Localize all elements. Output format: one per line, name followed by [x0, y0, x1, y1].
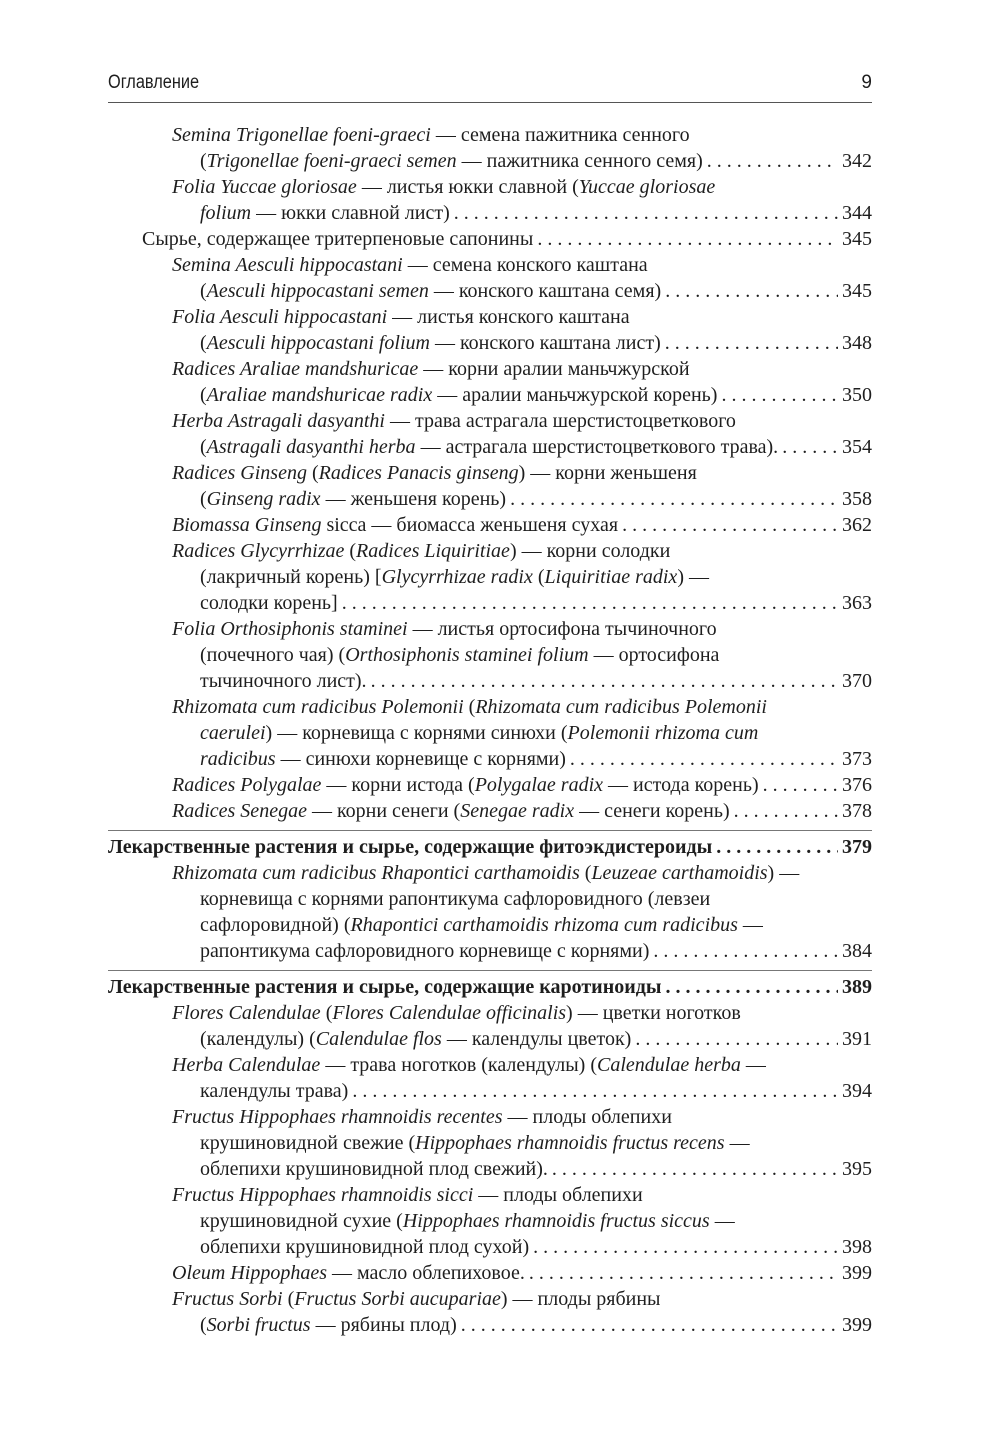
latin-name: Polygalae radix — [474, 774, 604, 796]
toc-entry — [108, 1000, 872, 1026]
toc-text: ) — плоды рябины — [500, 1288, 661, 1310]
toc-entry-text — [200, 1156, 548, 1182]
toc-text: ( — [200, 1314, 207, 1336]
toc-text: — юкки славной лист) — [251, 202, 450, 224]
toc-text: — — [709, 1210, 735, 1232]
latin-name: Folia Orthosiphonis staminei — [172, 618, 408, 640]
toc-text: ) — — [767, 862, 800, 884]
section-divider — [108, 830, 872, 831]
toc-entry-text — [200, 1026, 631, 1052]
toc-entry-text — [172, 1106, 672, 1128]
running-header-title: Оглавление — [108, 72, 200, 93]
dot-leader — [570, 746, 838, 772]
toc-entry — [108, 938, 872, 964]
toc-entry-text — [172, 696, 767, 718]
toc-entry-text — [200, 722, 758, 744]
latin-name: Rhapontici carthamoidis rhizoma cum radicibus — [350, 914, 738, 936]
latin-name: caerulei — [200, 722, 266, 744]
latin-name: Trigonellae foeni-graeci semen — [206, 150, 457, 172]
toc-page-number: 345 — [842, 228, 872, 250]
toc-text: — трава астрагала шерстистоцветкового — [384, 410, 736, 432]
latin-name: Semina Aesculi hippocastani — [172, 254, 403, 276]
toc-text: тычиночного лист). — [200, 670, 367, 692]
toc-page-number: 363 — [842, 592, 872, 614]
latin-name: Araliae mandshuricae radix — [206, 384, 433, 406]
toc-page-number: 344 — [842, 202, 872, 224]
toc-entry — [108, 1312, 872, 1338]
toc-text: — конского каштана семя) — [428, 280, 662, 302]
toc-text: Сырье, содержащее тритерпеновые сапонины — [142, 228, 534, 250]
latin-name: Folia Aesculi hippocastani — [172, 306, 388, 328]
toc-page-number: 384 — [842, 940, 872, 962]
toc-text: — астрагала шерстистоцветкового трава). — [415, 436, 779, 458]
toc-text: ) — цветки ноготков — [566, 1002, 741, 1024]
toc-entry-text — [172, 1002, 741, 1024]
latin-name: Biomassa Ginseng — [172, 514, 322, 536]
latin-name: Aesculi hippocastani semen — [206, 280, 429, 302]
latin-name: Hippophaes rhamnoidis fructus siccus — [402, 1210, 710, 1232]
toc-text: — конского каштана лист) — [429, 332, 661, 354]
toc-entry — [108, 538, 872, 564]
toc-entry-text — [172, 462, 697, 484]
toc-entry-text — [172, 1184, 643, 1206]
latin-name: folium — [200, 202, 252, 224]
toc-text: — плоды облепихи — [473, 1184, 643, 1206]
toc-text: — листья юкки славной ( — [356, 176, 579, 198]
toc-entry — [108, 1182, 872, 1208]
toc-entry — [108, 1156, 872, 1182]
toc-entry — [108, 1026, 872, 1052]
latin-name: radicibus — [200, 748, 276, 770]
toc-text: — пажитника сенного семя) — [456, 150, 703, 172]
toc-text: — — [737, 914, 763, 936]
toc-text: ( — [200, 384, 207, 406]
toc-entry-text — [172, 798, 730, 824]
toc-page-number: 370 — [842, 670, 872, 692]
toc-text: — трава ноготков (календулы) ( — [320, 1054, 597, 1076]
toc-entry-text — [200, 746, 566, 772]
toc-text: ( — [200, 436, 207, 458]
toc-entry — [108, 252, 872, 278]
dot-leader — [665, 974, 838, 1000]
latin-name: Radices Senegae — [172, 800, 307, 822]
latin-name: Rhizomata cum radicibus Polemonii — [475, 696, 767, 718]
toc-text: ( — [579, 862, 592, 884]
toc-entry-text — [172, 254, 648, 276]
toc-text: — корни аралии маньчжурской — [418, 358, 690, 380]
toc-page-number: 358 — [842, 488, 872, 510]
toc-entry-text — [200, 566, 709, 588]
toc-entry-text — [172, 124, 690, 146]
page-number: 9 — [861, 72, 872, 93]
latin-name: Rhizomata cum radicibus Polemonii — [172, 696, 464, 718]
toc-text: ( — [200, 150, 207, 172]
latin-name: Polemonii rhizoma cum — [567, 722, 759, 744]
toc-text: — синюхи корневище с корнями) — [275, 748, 566, 770]
latin-name: Herba Astragali dasyanthi — [172, 410, 385, 432]
toc-text: (почечного чая) ( — [200, 644, 346, 666]
toc-entry-text — [172, 1260, 525, 1286]
toc-entry-text — [200, 1312, 457, 1338]
toc-entry — [108, 1052, 872, 1078]
toc-entry — [108, 1078, 872, 1104]
latin-name: Radices Liquiritiae — [356, 540, 510, 562]
toc-page-number: 391 — [842, 1028, 872, 1050]
toc-page-number: 395 — [842, 1158, 872, 1180]
toc-entry — [108, 834, 872, 860]
toc-text: ( — [532, 566, 545, 588]
toc-text: ( — [282, 1288, 295, 1310]
toc-text: — рябины плод) — [310, 1314, 457, 1336]
dot-leader — [665, 330, 838, 356]
toc-entry — [108, 1234, 872, 1260]
toc-entry-text — [200, 938, 649, 964]
toc-entry-text — [172, 618, 717, 640]
toc-entry — [108, 798, 872, 824]
latin-name: Sorbi fructus — [206, 1314, 311, 1336]
latin-name: Radices Glycyrrhizae — [172, 540, 345, 562]
toc-entry-text — [200, 382, 717, 408]
dot-leader — [721, 382, 838, 408]
toc-entry — [108, 304, 872, 330]
latin-name: Fructus Hippophaes rhamnoidis recentes — [172, 1106, 503, 1128]
toc-entry — [108, 590, 872, 616]
dot-leader — [342, 590, 838, 616]
toc-text: облепихи крушиновидной плод сухой) — [200, 1236, 530, 1258]
toc-text: ( — [320, 1002, 333, 1024]
toc-entry — [108, 122, 872, 148]
toc-text: ( — [463, 696, 476, 718]
header-divider — [108, 102, 872, 103]
toc-text: — женьшеня корень) — [320, 488, 507, 510]
toc-entry-text — [200, 668, 367, 694]
toc-text: Лекарственные растения и сырье, содержащие фитоэкдистероиды — [108, 836, 713, 858]
toc-text: — корни истода ( — [321, 774, 475, 796]
toc-entry — [108, 226, 872, 252]
toc-entry — [108, 434, 872, 460]
toc-text: — календулы цветок) — [441, 1028, 632, 1050]
toc-text: ) — корни женьшеня — [518, 462, 697, 484]
dot-leader — [454, 200, 838, 226]
toc-entry — [108, 616, 872, 642]
section-divider — [108, 970, 872, 971]
toc-text: — — [740, 1054, 766, 1076]
dot-leader — [529, 1260, 838, 1286]
toc-text: — ортосифона — [588, 644, 720, 666]
toc-text: — — [724, 1132, 750, 1154]
dot-leader — [533, 1234, 838, 1260]
toc-entry-text — [172, 540, 670, 562]
dot-leader — [734, 798, 838, 824]
latin-name: Hippophaes rhamnoidis fructus recens — [415, 1132, 725, 1154]
toc-entry — [108, 912, 872, 938]
latin-name: Herba Calendulae — [172, 1054, 321, 1076]
latin-name: Fructus Sorbi — [172, 1288, 283, 1310]
toc-text: — истода корень) — [603, 774, 759, 796]
toc-entry — [108, 1260, 872, 1286]
toc-text: (календулы) ( — [200, 1028, 316, 1050]
toc-entry-text — [172, 772, 759, 798]
toc-entry-text — [172, 1288, 661, 1310]
latin-name: Radices Polygalae — [172, 774, 322, 796]
toc-text: Лекарственные растения и сырье, содержащие каротиноиды — [108, 976, 662, 998]
toc-text: — аралии маньчжурской корень) — [432, 384, 718, 406]
toc-text: — корни сенеги ( — [306, 800, 461, 822]
toc-entry-text — [200, 1078, 348, 1104]
latin-name: Rhizomata cum radicibus Rhapontici carthamoidis — [172, 862, 580, 884]
toc-entry — [108, 148, 872, 174]
toc-page-number: 399 — [842, 1314, 872, 1336]
toc-entry — [108, 886, 872, 912]
toc-text: — сенеги корень) — [574, 800, 730, 822]
toc-entry — [108, 200, 872, 226]
toc-entry — [108, 974, 872, 1000]
toc-text: — семена пажитника сенного — [430, 124, 690, 146]
latin-name: Radices Araliae mandshuricae — [172, 358, 419, 380]
toc-entry-text — [172, 410, 736, 432]
toc-entry — [108, 860, 872, 886]
toc-entry-text — [172, 512, 618, 538]
toc-page-number: 379 — [842, 836, 872, 858]
toc-text: ) — корни солодки — [509, 540, 671, 562]
toc-entry-text — [200, 330, 661, 356]
toc-page-number: 350 — [842, 384, 872, 406]
toc-page-number: 342 — [842, 150, 872, 172]
dot-leader — [537, 226, 838, 252]
toc-entry-text — [172, 1054, 766, 1076]
dot-leader — [782, 434, 838, 460]
toc-text: календулы трава) — [200, 1080, 349, 1102]
toc-entry — [108, 746, 872, 772]
latin-name: Glycyrrhizae radix — [381, 566, 533, 588]
toc-entry-text — [200, 486, 506, 512]
dot-leader — [653, 938, 838, 964]
toc-entry-text — [172, 176, 715, 198]
toc-entry — [108, 356, 872, 382]
toc-entry — [108, 460, 872, 486]
page-header — [108, 68, 872, 98]
latin-name: Senegae radix — [460, 800, 575, 822]
toc-page-number: 394 — [842, 1080, 872, 1102]
toc-entry-text — [200, 888, 710, 910]
dot-leader — [716, 834, 838, 860]
toc-page-number: 362 — [842, 514, 872, 536]
toc-page-number: 348 — [842, 332, 872, 354]
latin-name: Yuccae gloriosae — [578, 176, 716, 198]
toc-page-number: 378 — [842, 800, 872, 822]
toc-entry-text — [172, 306, 630, 328]
latin-name: Astragali dasyanthi herba — [206, 436, 416, 458]
toc-text: солодки корень] — [200, 592, 338, 614]
toc-entry-text — [200, 200, 450, 226]
latin-name: Flores Calendulae officinalis — [332, 1002, 567, 1024]
toc-page-number: 389 — [842, 976, 872, 998]
toc-text: облепихи крушиновидной плод свежий). — [200, 1158, 548, 1180]
toc-entry-text — [142, 226, 533, 252]
toc-text: — листья ортосифона тычиночного — [407, 618, 717, 640]
latin-name: Aesculi hippocastani folium — [206, 332, 430, 354]
toc-entry — [108, 694, 872, 720]
toc-text: — семена конского каштана — [402, 254, 648, 276]
toc-text: ( — [200, 332, 207, 354]
toc-entry — [108, 1208, 872, 1234]
toc-text: sicca — биомасса женьшеня сухая — [321, 514, 619, 536]
toc-text: ( — [200, 488, 207, 510]
toc-text: крушиновидной сухие ( — [200, 1210, 403, 1232]
toc-entry-text — [172, 862, 799, 884]
toc-text: сафлоровидной) ( — [200, 914, 351, 936]
latin-name: Liquiritiae radix — [544, 566, 678, 588]
toc-entry — [108, 642, 872, 668]
toc-page-number: 354 — [842, 436, 872, 458]
toc-text: ) — корневища с корнями синюхи ( — [265, 722, 568, 744]
toc-text: ( — [306, 462, 319, 484]
toc-text: ( — [200, 280, 207, 302]
latin-name: Calendulae flos — [315, 1028, 442, 1050]
toc-entry — [108, 720, 872, 746]
dot-leader — [635, 1026, 838, 1052]
toc-entry — [108, 1130, 872, 1156]
toc-entry-text — [200, 1234, 529, 1260]
dot-leader — [763, 772, 838, 798]
toc-entry-text — [200, 644, 719, 666]
latin-name: Semina Trigonellae foeni-graeci — [172, 124, 431, 146]
toc-text: корневища с корнями рапонтикума сафлоровидного (левзеи — [200, 888, 711, 910]
toc-text: — листья конского каштана — [387, 306, 630, 328]
toc-entry-text — [200, 434, 778, 460]
toc-entry — [108, 668, 872, 694]
dot-leader — [352, 1078, 838, 1104]
toc-entry-text — [200, 590, 338, 616]
toc-entry — [108, 278, 872, 304]
toc-entry-text — [108, 834, 712, 860]
dot-leader — [510, 486, 838, 512]
latin-name: Oleum Hippophaes — [172, 1262, 327, 1284]
toc-entry — [108, 1104, 872, 1130]
latin-name: Fructus Hippophaes rhamnoidis sicci — [172, 1184, 474, 1206]
dot-leader — [622, 512, 838, 538]
toc-entry-text — [108, 974, 661, 1000]
toc-text: рапонтикума сафлоровидного корневище с корнями) — [200, 940, 650, 962]
latin-name: Calendulae herba — [596, 1054, 741, 1076]
latin-name: Radices Panacis ginseng — [318, 462, 519, 484]
toc-page-number: 376 — [842, 774, 872, 796]
toc-entry — [108, 382, 872, 408]
toc-text: ) — — [677, 566, 709, 588]
toc-text: (лакричный корень) [ — [200, 566, 382, 588]
dot-leader — [707, 148, 838, 174]
toc-entry-text — [200, 1210, 735, 1232]
toc-entry — [108, 512, 872, 538]
toc-page-number: 345 — [842, 280, 872, 302]
toc-text: — плоды облепихи — [502, 1106, 672, 1128]
latin-name: Leuzeae carthamoidis — [591, 862, 768, 884]
toc-entry — [108, 330, 872, 356]
toc-entry — [108, 772, 872, 798]
toc-page-number: 373 — [842, 748, 872, 770]
dot-leader — [461, 1312, 838, 1338]
latin-name: Orthosiphonis staminei folium — [345, 644, 589, 666]
dot-leader — [665, 278, 838, 304]
toc-text: крушиновидной свежие ( — [200, 1132, 416, 1154]
toc-entry — [108, 408, 872, 434]
toc-page-number: 398 — [842, 1236, 872, 1258]
latin-name: Ginseng radix — [206, 488, 321, 510]
dot-leader — [371, 668, 838, 694]
toc-entry — [108, 564, 872, 590]
toc-entry — [108, 486, 872, 512]
latin-name: Radices Ginseng — [172, 462, 307, 484]
toc-entry — [108, 1286, 872, 1312]
toc-entry-text — [172, 358, 690, 380]
latin-name: Flores Calendulae — [172, 1002, 321, 1024]
dot-leader — [552, 1156, 838, 1182]
latin-name: Folia Yuccae gloriosae — [172, 176, 357, 198]
latin-name: Fructus Sorbi aucupariae — [294, 1288, 501, 1310]
toc-page-number: 399 — [842, 1262, 872, 1284]
toc-entry-text — [200, 1132, 750, 1154]
toc-text: ( — [344, 540, 357, 562]
toc-entry — [108, 174, 872, 200]
toc-entry-text — [200, 914, 763, 936]
toc-entry-text — [200, 278, 661, 304]
toc-text: — масло облепиховое. — [326, 1262, 525, 1284]
toc-entry-text — [200, 148, 703, 174]
